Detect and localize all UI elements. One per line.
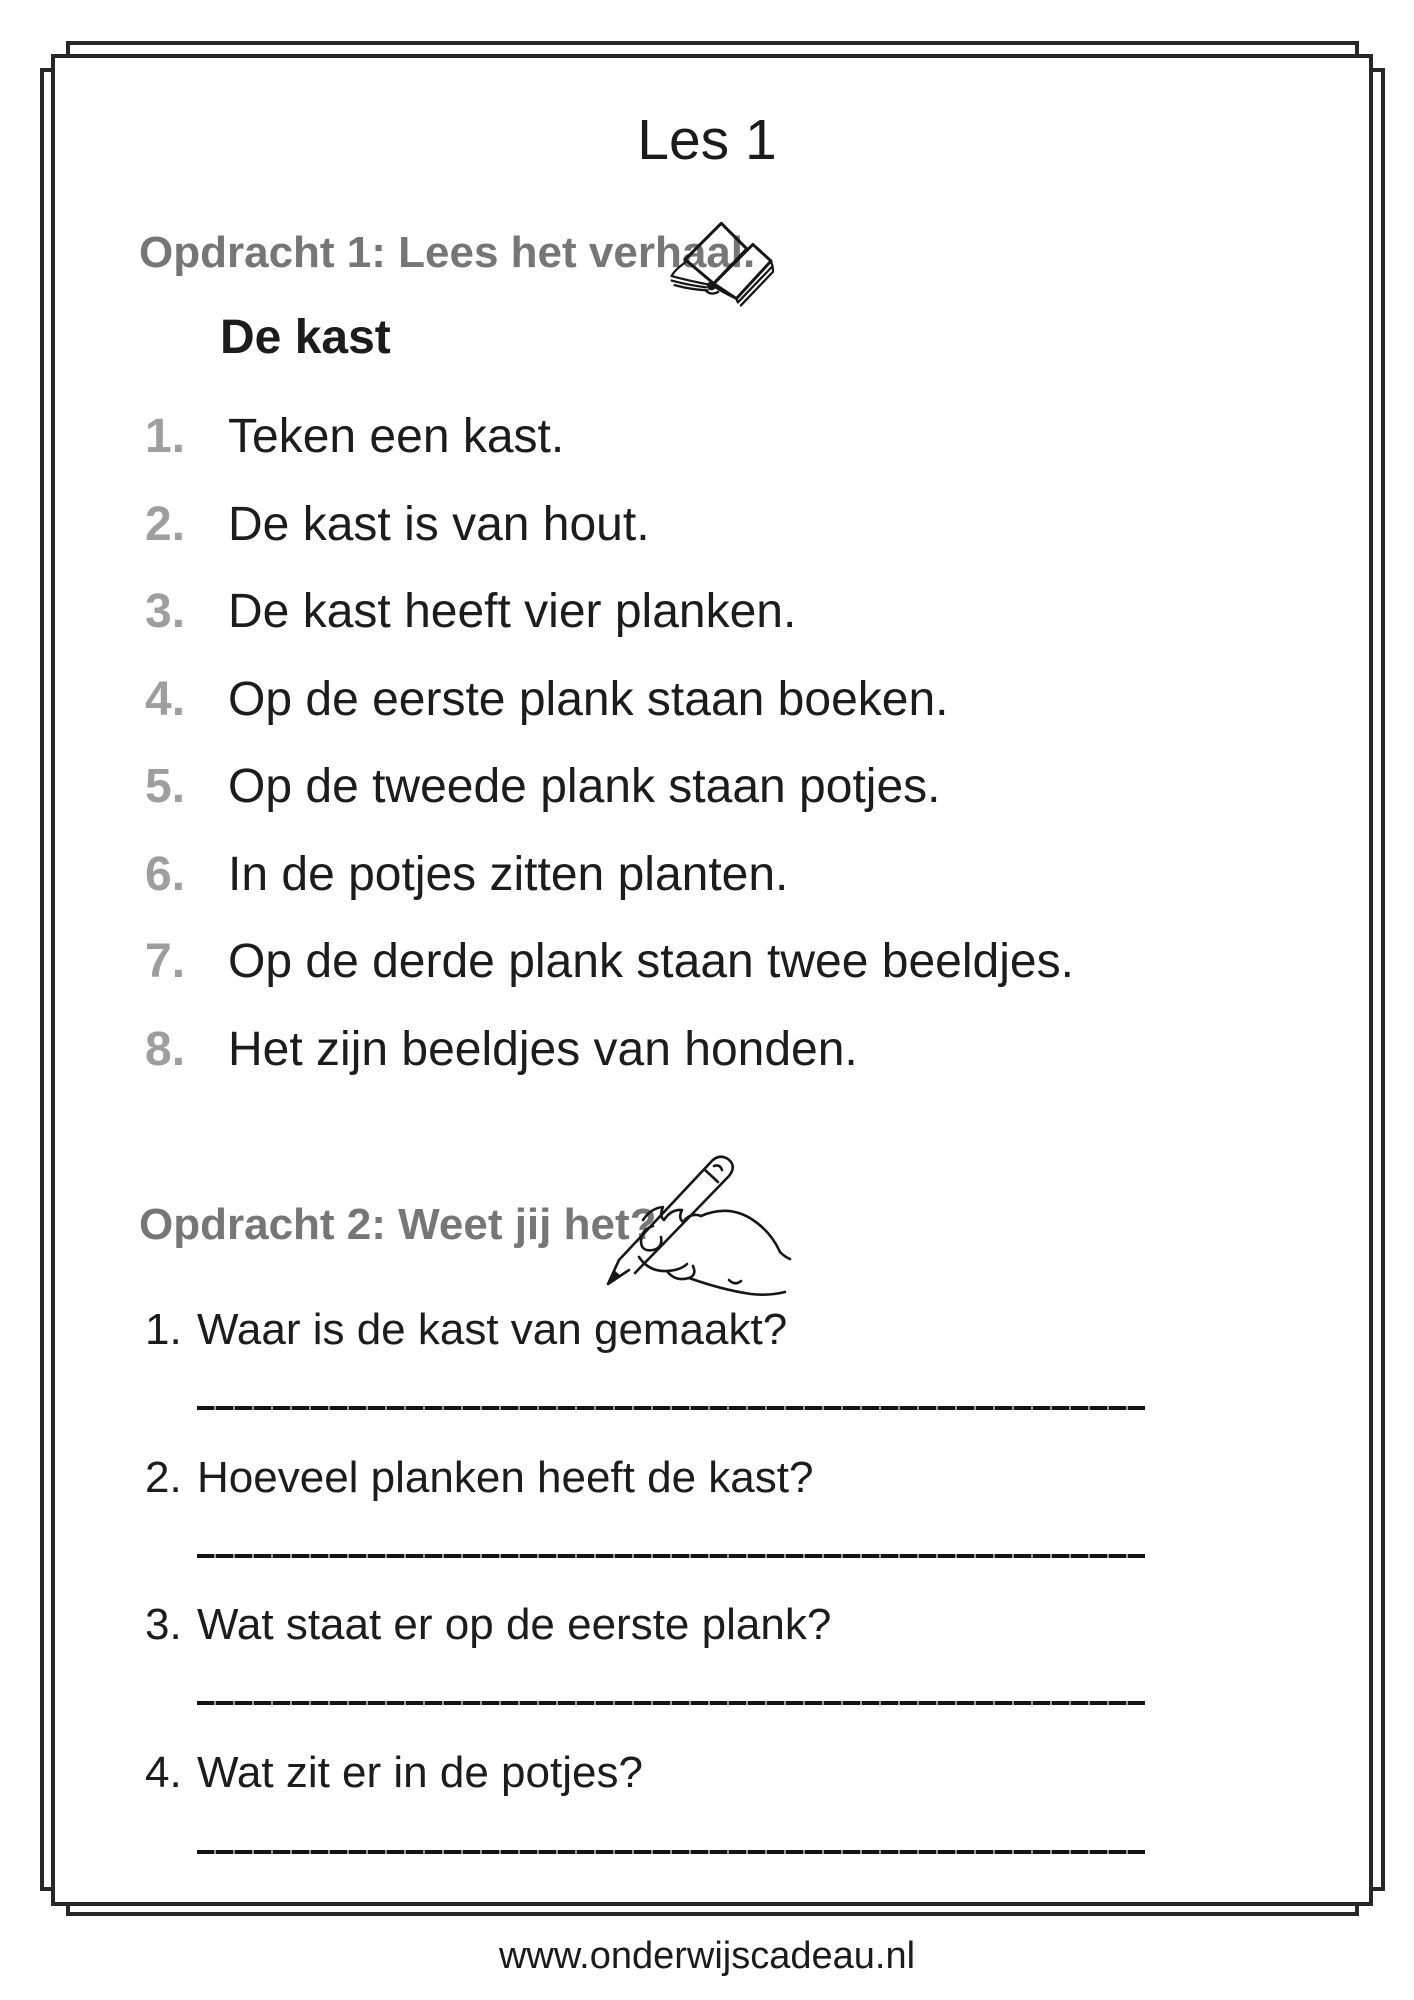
story-row	[145, 393, 1365, 481]
story-title: De kast	[220, 311, 391, 364]
page-title: Les 1	[637, 108, 777, 172]
answer-line	[197, 1406, 1145, 1410]
question-number: 4.	[145, 1748, 182, 1797]
exercise1-heading: Opdracht 1: Lees het verhaal.	[139, 228, 756, 277]
story-text: Op de tweede plank staan potjes.	[228, 760, 941, 813]
story-text: Op de eerste plank staan boeken.	[228, 672, 949, 726]
story-row	[145, 1006, 1365, 1094]
question-number: 1.	[145, 1305, 182, 1354]
story-row	[145, 481, 1365, 569]
story-text: De kast heeft vier planken.	[228, 585, 797, 638]
story-list	[145, 393, 1365, 1093]
story-number: 8.	[145, 1022, 186, 1076]
question-row	[145, 1748, 643, 1797]
question-text: Waar is de kast van gemaakt?	[197, 1305, 788, 1354]
question-row	[145, 1453, 814, 1502]
answer-line	[197, 1554, 1145, 1558]
story-text: Het zijn beeldjes van honden.	[228, 1022, 858, 1076]
question-text: Wat staat er op de eerste plank?	[197, 1600, 832, 1649]
story-number: 1.	[145, 410, 186, 463]
question-text: Hoeveel planken heeft de kast?	[197, 1453, 814, 1502]
story-text: In de potjes zitten planten.	[228, 847, 789, 901]
story-number: 3.	[145, 585, 186, 638]
answer-line	[197, 1850, 1145, 1854]
story-number: 7.	[145, 935, 186, 988]
story-row	[145, 656, 1365, 744]
question-row	[145, 1600, 832, 1649]
exercise2-heading: Opdracht 2: Weet jij het?	[139, 1200, 657, 1249]
question-number: 2.	[145, 1453, 182, 1502]
story-number: 5.	[145, 760, 186, 813]
story-row	[145, 568, 1365, 656]
question-row	[145, 1305, 788, 1354]
story-text: Op de derde plank staan twee beeldjes.	[228, 935, 1074, 988]
question-text: Wat zit er in de potjes?	[197, 1748, 643, 1797]
story-row	[145, 743, 1365, 831]
story-text: Teken een kast.	[228, 410, 565, 463]
footer-url: www.onderwijscadeau.nl	[498, 1935, 916, 1977]
story-row	[145, 918, 1365, 1006]
open-book-icon	[652, 213, 774, 309]
story-number: 6.	[145, 847, 186, 901]
story-number: 4.	[145, 672, 186, 726]
story-text: De kast is van hout.	[228, 497, 650, 551]
question-number: 3.	[145, 1600, 182, 1649]
writing-hand-icon	[583, 1110, 795, 1310]
answer-line	[197, 1701, 1145, 1705]
story-row	[145, 831, 1365, 919]
story-number: 2.	[145, 497, 186, 551]
